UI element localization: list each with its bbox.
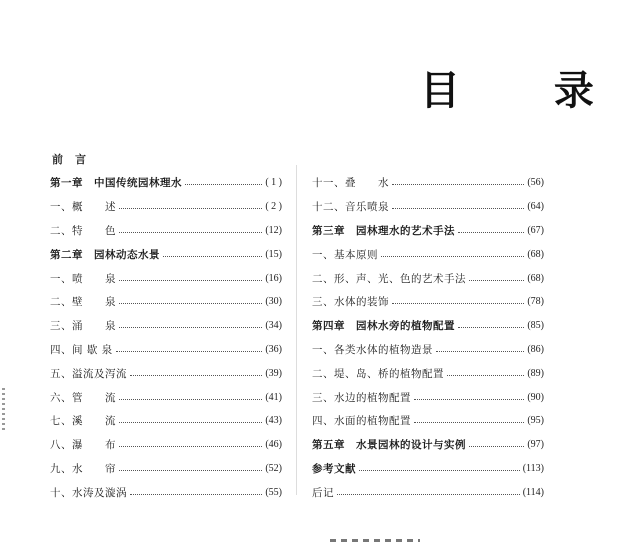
toc-dot-leader bbox=[392, 208, 524, 209]
toc-entry-label: 七、溪 流 bbox=[50, 415, 116, 428]
toc-dot-leader bbox=[469, 446, 524, 447]
toc-page-number: (15) bbox=[265, 248, 282, 260]
toc-entry-label: 三、水体的装饰 bbox=[312, 296, 389, 309]
toc-entry-label: 一、喷 泉 bbox=[50, 272, 116, 285]
toc-chapter-entry[interactable] bbox=[50, 171, 282, 195]
toc-section-entry[interactable] bbox=[312, 361, 544, 385]
toc-dot-leader bbox=[414, 422, 524, 423]
toc-entry-label: 第五章 水景园林的设计与实例 bbox=[312, 439, 466, 452]
toc-dot-leader bbox=[469, 280, 524, 281]
toc-entry-label: 九、水 帘 bbox=[50, 462, 116, 475]
toc-dot-leader bbox=[119, 280, 262, 281]
toc-section-entry[interactable] bbox=[50, 409, 282, 433]
toc-dot-leader bbox=[119, 399, 262, 400]
scan-edge-mark bbox=[2, 388, 5, 433]
toc-dot-leader bbox=[116, 351, 263, 352]
toc-dot-leader bbox=[392, 303, 524, 304]
toc-page-number: ( 1 ) bbox=[265, 177, 282, 189]
toc-entry-label: 参考文献 bbox=[312, 462, 356, 475]
toc-page-number: (113) bbox=[522, 462, 544, 474]
toc-entry-label: 五、溢流及泻流 bbox=[50, 367, 127, 380]
toc-dot-leader bbox=[119, 446, 262, 447]
toc-entry-label: 第二章 园林动态水景 bbox=[50, 248, 160, 261]
toc-chapter-entry[interactable] bbox=[312, 314, 544, 338]
toc-dot-leader bbox=[436, 351, 524, 352]
toc-page-number: (55) bbox=[265, 486, 282, 498]
toc-entry-label: 第四章 园林水旁的植物配置 bbox=[312, 320, 455, 333]
toc-section-entry[interactable] bbox=[50, 290, 282, 314]
toc-right-column bbox=[312, 171, 544, 504]
toc-dot-leader bbox=[447, 375, 524, 376]
toc-page-number: (67) bbox=[527, 224, 544, 236]
toc-chapter-entry[interactable] bbox=[312, 457, 544, 481]
toc-section-entry[interactable] bbox=[312, 171, 544, 195]
page-title: 目 录 bbox=[420, 68, 634, 114]
toc-section-entry[interactable] bbox=[312, 242, 544, 266]
toc-section-entry[interactable] bbox=[50, 195, 282, 219]
toc-section-entry[interactable] bbox=[312, 480, 544, 504]
toc-page-number: (68) bbox=[527, 272, 544, 284]
toc-left-column bbox=[50, 171, 282, 504]
toc-page-number: (39) bbox=[265, 367, 282, 379]
toc-page-number: (34) bbox=[265, 320, 282, 332]
toc-dot-leader bbox=[458, 232, 524, 233]
toc-page-number: (30) bbox=[265, 296, 282, 308]
toc-entry-label: 二、特 色 bbox=[50, 224, 116, 237]
toc-page-number: (114) bbox=[522, 486, 544, 498]
toc-section-entry[interactable] bbox=[312, 195, 544, 219]
toc-entry-label: 一、基本原则 bbox=[312, 248, 378, 261]
scan-bottom-marks bbox=[330, 539, 420, 542]
toc-page-number: (46) bbox=[265, 439, 282, 451]
toc-dot-leader bbox=[119, 303, 262, 304]
toc-dot-leader bbox=[130, 375, 262, 376]
toc-section-entry[interactable] bbox=[50, 219, 282, 243]
toc-entry-label: 二、形、声、光、色的艺术手法 bbox=[312, 272, 466, 285]
toc-entry-label: 后记 bbox=[312, 486, 334, 499]
toc-page-number: (95) bbox=[527, 415, 544, 427]
toc-section-entry[interactable] bbox=[50, 480, 282, 504]
toc-page-number: (16) bbox=[265, 272, 282, 284]
toc-section-entry[interactable] bbox=[312, 290, 544, 314]
toc-entry-label: 十二、音乐喷泉 bbox=[312, 201, 389, 214]
toc-entry-label: 二、壁 泉 bbox=[50, 296, 116, 309]
toc-entry-label: 三、涌 泉 bbox=[50, 320, 116, 333]
toc-page-number: (52) bbox=[265, 462, 282, 474]
toc-section-entry[interactable] bbox=[50, 361, 282, 385]
toc-entry-label: 二、堤、岛、桥的植物配置 bbox=[312, 367, 444, 380]
toc-page-number: (90) bbox=[527, 391, 544, 403]
toc-section-entry[interactable] bbox=[50, 266, 282, 290]
toc-section-entry[interactable] bbox=[312, 338, 544, 362]
toc-section-entry[interactable] bbox=[50, 385, 282, 409]
toc-entry-label: 十一、叠 水 bbox=[312, 177, 389, 190]
toc-dot-leader bbox=[381, 256, 524, 257]
toc-entry-label: 四、水面的植物配置 bbox=[312, 415, 411, 428]
toc-dot-leader bbox=[185, 184, 262, 185]
toc-dot-leader bbox=[337, 494, 520, 495]
toc-dot-leader bbox=[119, 422, 262, 423]
toc-page-number: (86) bbox=[527, 343, 544, 355]
toc-dot-leader bbox=[130, 494, 262, 495]
toc-dot-leader bbox=[119, 327, 262, 328]
toc-entry-label: 六、管 流 bbox=[50, 391, 116, 404]
toc-page-number: (36) bbox=[265, 343, 282, 355]
toc-page-number: (97) bbox=[527, 439, 544, 451]
toc-entry-label: 第一章 中国传统园林理水 bbox=[50, 177, 182, 190]
toc-chapter-entry[interactable] bbox=[312, 433, 544, 457]
toc-page-number: ( 2 ) bbox=[265, 201, 282, 213]
toc-dot-leader bbox=[119, 208, 262, 209]
toc-dot-leader bbox=[392, 184, 524, 185]
column-divider bbox=[296, 165, 297, 495]
toc-section-entry[interactable] bbox=[50, 457, 282, 481]
toc-page-number: (43) bbox=[265, 415, 282, 427]
toc-section-entry[interactable] bbox=[50, 338, 282, 362]
toc-dot-leader bbox=[359, 470, 520, 471]
toc-dot-leader bbox=[458, 327, 524, 328]
toc-section-entry[interactable] bbox=[312, 385, 544, 409]
toc-entry-label: 十、水涛及漩涡 bbox=[50, 486, 127, 499]
toc-page-number: (12) bbox=[265, 224, 282, 236]
toc-chapter-entry[interactable] bbox=[312, 219, 544, 243]
toc-dot-leader bbox=[119, 470, 262, 471]
toc-page-number: (85) bbox=[527, 320, 544, 332]
toc-page-number: (56) bbox=[527, 177, 544, 189]
toc-dot-leader bbox=[119, 232, 262, 233]
toc-page-number: (89) bbox=[527, 367, 544, 379]
toc-dot-leader bbox=[163, 256, 262, 257]
toc-entry-label: 四、间 歇 泉 bbox=[50, 343, 113, 356]
toc-section-entry[interactable] bbox=[312, 266, 544, 290]
toc-page-number: (41) bbox=[265, 391, 282, 403]
toc-page-number: (68) bbox=[527, 248, 544, 260]
toc-dot-leader bbox=[414, 399, 524, 400]
toc-section-entry[interactable] bbox=[50, 314, 282, 338]
toc-entry-label: 三、水边的植物配置 bbox=[312, 391, 411, 404]
toc-section-entry[interactable] bbox=[312, 409, 544, 433]
toc-page-number: (78) bbox=[527, 296, 544, 308]
toc-section-entry[interactable] bbox=[50, 433, 282, 457]
preface-heading: 前言 bbox=[52, 153, 98, 166]
toc-page-number: (64) bbox=[527, 201, 544, 213]
toc-entry-label: 第三章 园林理水的艺术手法 bbox=[312, 224, 455, 237]
toc-entry-label: 一、概 述 bbox=[50, 201, 116, 214]
toc-chapter-entry[interactable] bbox=[50, 242, 282, 266]
toc-entry-label: 一、各类水体的植物造景 bbox=[312, 343, 433, 356]
toc-entry-label: 八、瀑 布 bbox=[50, 439, 116, 452]
